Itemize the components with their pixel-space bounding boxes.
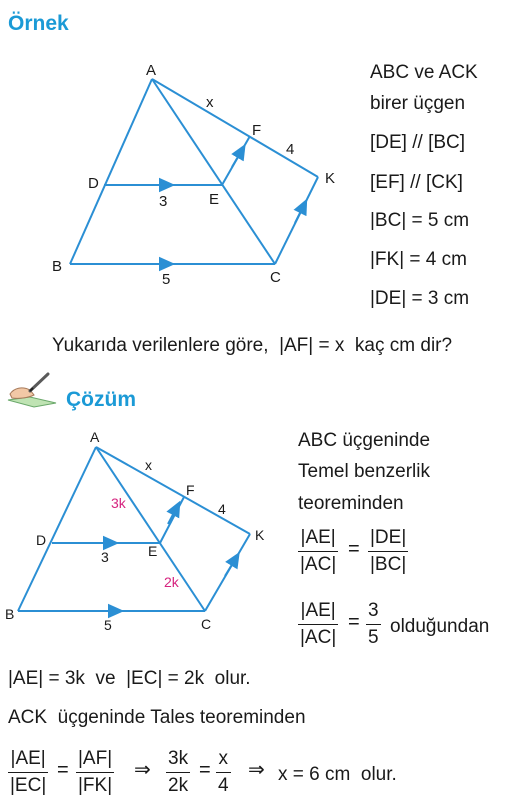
given-3: [DE] // [BC]: [370, 132, 466, 153]
point-label-f: F: [186, 482, 195, 498]
tales-line: ACK üçgeninde Tales teoreminden: [8, 707, 306, 728]
final-f3-denominator: 2k: [166, 772, 190, 797]
given-5: |BC| = 5 cm: [370, 210, 470, 231]
final-f3-numerator: 3k: [168, 748, 189, 769]
final-f1-numerator: |AE|: [10, 748, 46, 769]
final-f2-denominator: |FK|: [76, 772, 114, 797]
point-label-b: B: [52, 258, 63, 275]
ratio1-left-fraction: [298, 527, 338, 576]
point-label-k: K: [255, 527, 265, 543]
given-7: |DE| = 3 cm: [370, 288, 470, 309]
final-fraction-3k-2k: [166, 748, 190, 797]
final-f1-denominator: |EC|: [8, 772, 48, 797]
side-ak: [96, 447, 250, 534]
segment-label-de: 3: [159, 193, 168, 210]
segment-label-x: x: [206, 94, 214, 111]
final-fraction-ae-ec: [8, 748, 48, 797]
ratio1-left-numerator: |AE|: [300, 527, 336, 548]
ratio2-suffix: olduğundan: [390, 616, 490, 637]
ratio1-equals: =: [348, 538, 360, 560]
point-label-a: A: [90, 429, 100, 445]
point-label-e: E: [148, 543, 158, 559]
point-label-f: F: [252, 122, 262, 139]
parallel-arrow-ck: [295, 205, 304, 223]
segment-ef: [160, 497, 184, 543]
side-ab: [18, 447, 96, 611]
ratio2-left-denominator: |AC|: [298, 624, 338, 649]
ratio2-left-numerator: |AE|: [300, 600, 336, 621]
solution-triangle-diagram: [0, 425, 300, 640]
solution-intro-3: teoreminden: [298, 493, 404, 514]
solution-intro-1: ABC üçgeninde: [298, 430, 431, 451]
point-label-d: D: [88, 175, 99, 192]
given-1: ABC ve ACK: [370, 62, 478, 83]
given-4: [EF] // [CK]: [370, 172, 463, 193]
ratio2-right-fraction: [366, 600, 381, 649]
final-equals-2: =: [199, 759, 211, 781]
ratio1-right-numerator: |DE|: [370, 527, 407, 548]
point-label-e: E: [209, 191, 220, 208]
ratio2-left-fraction: [298, 600, 338, 649]
ratio1-left-denominator: |AC|: [298, 551, 338, 576]
final-f2-numerator: |AF|: [78, 748, 113, 769]
segment-label-bc: 5: [104, 617, 112, 633]
ratio2-right-numerator: 3: [368, 600, 379, 621]
side-ac: [152, 79, 275, 264]
segment-label-fk: 4: [218, 501, 226, 517]
final-equals-1: =: [57, 759, 69, 781]
solution-heading: Çözüm: [66, 388, 136, 411]
final-f4-denominator: 4: [216, 772, 231, 797]
parallel-arrow-ef: [168, 507, 177, 524]
final-answer: x = 6 cm olur.: [278, 764, 397, 785]
given-2: birer üçgen: [370, 93, 466, 114]
question-text: Yukarıda verilenlere göre, |AF| = x kaç cm dir?: [52, 335, 453, 356]
example-triangle-diagram: [0, 55, 360, 300]
final-implies-1: ⇒: [134, 759, 151, 781]
point-label-c: C: [201, 616, 212, 632]
point-label-a: A: [146, 62, 157, 79]
solution-intro-2: Temel benzerlik: [298, 461, 430, 482]
result-line: |AE| = 3k ve |EC| = 2k olur.: [8, 668, 251, 689]
final-f4-numerator: x: [218, 748, 229, 769]
segment-label-fk: 4: [286, 141, 295, 158]
pencil-hand-icon: [4, 370, 62, 408]
ratio1-right-denominator: |BC|: [368, 551, 408, 576]
final-implies-2: ⇒: [248, 759, 265, 781]
ratio2-equals: =: [348, 611, 360, 633]
ratio1-right-fraction: [368, 527, 408, 576]
point-label-d: D: [36, 532, 47, 548]
final-fraction-x-4: [216, 748, 231, 797]
ratio2-right-denominator: 5: [366, 624, 381, 649]
segment-label-ae: 3k: [111, 495, 126, 511]
example-heading: Örnek: [8, 12, 69, 35]
parallel-arrow-ck: [225, 558, 236, 576]
point-label-b: B: [5, 606, 15, 622]
given-6: |FK| = 4 cm: [370, 249, 467, 270]
segment-label-ec: 2k: [164, 574, 179, 590]
side-ab: [70, 79, 152, 264]
segment-label-bc: 5: [162, 271, 171, 288]
point-label-k: K: [325, 170, 336, 187]
parallel-arrow-ef: [232, 150, 242, 167]
segment-label-x: x: [145, 457, 152, 473]
final-fraction-af-fk: [76, 748, 114, 797]
point-label-c: C: [270, 269, 281, 286]
segment-label-de: 3: [101, 549, 109, 565]
